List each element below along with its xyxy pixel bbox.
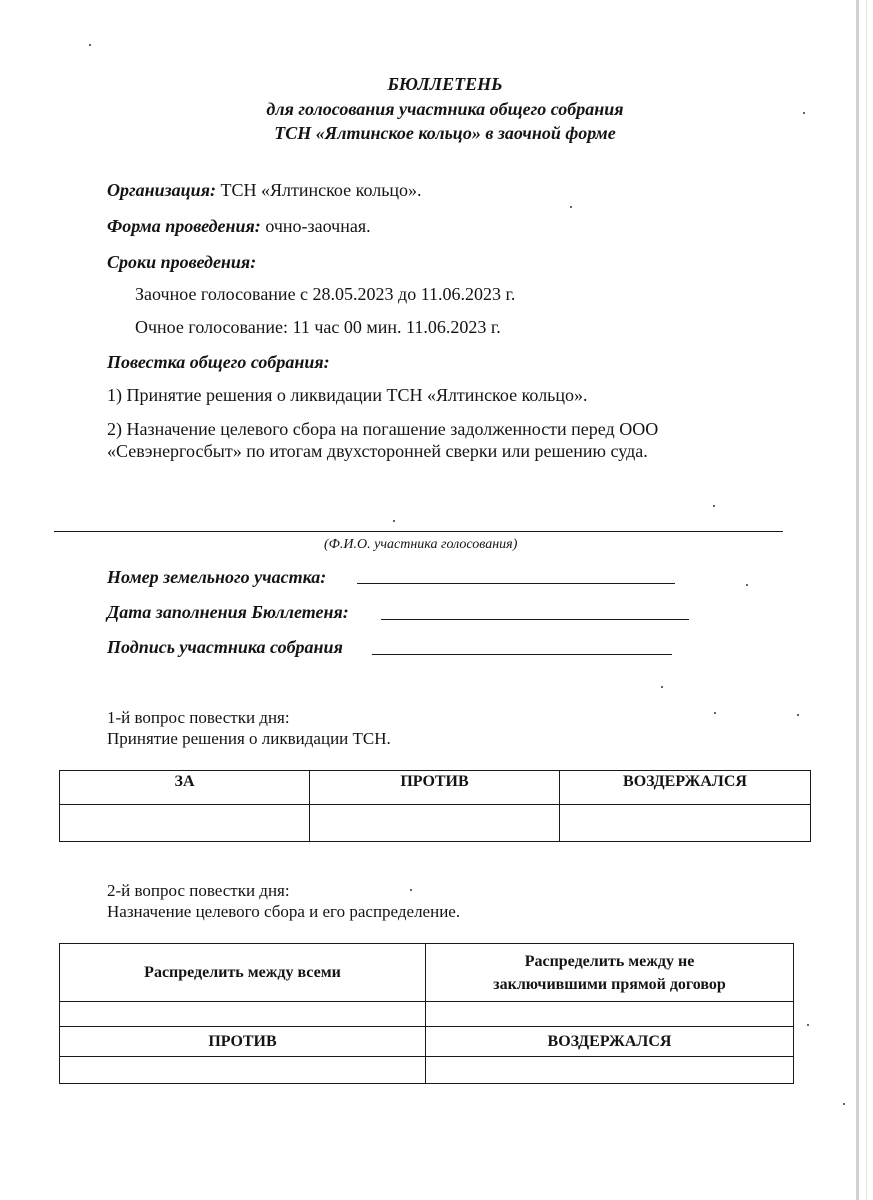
signature-field[interactable] xyxy=(372,654,672,655)
ballot-subtitle-1: для голосования участника общего собрания xyxy=(266,99,624,119)
scan-speck xyxy=(807,1024,809,1026)
scan-speck xyxy=(661,686,663,688)
option-against-header: ПРОТИВ xyxy=(310,771,560,805)
question-2-heading: 2-й вопрос повестки дня: xyxy=(107,881,290,900)
vote-for-cell[interactable] xyxy=(60,805,310,842)
option-distribute-all-header: Распределить между всеми xyxy=(60,944,426,1002)
question-1-table xyxy=(59,770,811,842)
fill-date-field[interactable] xyxy=(381,619,689,620)
agenda-label: Повестка общего собрания: xyxy=(107,352,330,372)
organization-value: ТСН «Ялтинское кольцо». xyxy=(215,180,422,200)
scan-speck xyxy=(803,112,805,114)
scan-edge xyxy=(856,0,859,1200)
vote-against-cell[interactable] xyxy=(310,805,560,842)
participant-name-caption: (Ф.И.О. участника голосования) xyxy=(324,537,518,552)
question-2-text: Назначение целевого сбора и его распределение. xyxy=(107,902,461,921)
option-distribute-some-line-2: заключившими прямой договор xyxy=(493,975,726,993)
question-1-text: Принятие решения о ликвидации ТСН. xyxy=(107,729,391,748)
option-abstain-header-2: ВОЗДЕРЖАЛСЯ xyxy=(426,1027,794,1057)
organization-label: Организация: xyxy=(107,180,216,200)
form-line xyxy=(107,216,371,237)
scan-speck xyxy=(393,520,395,522)
fill-date-label: Дата заполнения Бюллетеня: xyxy=(107,602,349,622)
ballot-subtitle-2: ТСН «Ялтинское кольцо» в заочной форме xyxy=(274,123,616,143)
organization-line xyxy=(107,180,422,201)
option-distribute-some-line-1: Распределить между не xyxy=(524,952,695,970)
vote-abstain-cell[interactable] xyxy=(560,805,811,842)
vote-distribute-some-cell[interactable] xyxy=(426,1002,794,1027)
term-correspondence: Заочное голосование с 28.05.2023 до 11.06.2023 г. xyxy=(135,284,516,304)
scan-speck xyxy=(89,44,91,46)
scan-speck xyxy=(843,1103,845,1105)
scan-speck xyxy=(714,712,716,714)
option-distribute-some-header xyxy=(426,944,794,1002)
participant-name-field[interactable] xyxy=(54,531,783,532)
terms-label: Сроки проведения: xyxy=(107,252,257,272)
vote-against-cell-2[interactable] xyxy=(60,1057,426,1084)
plot-number-label: Номер земельного участка: xyxy=(107,567,327,587)
option-against-header-2: ПРОТИВ xyxy=(60,1027,426,1057)
scan-edge-inner xyxy=(866,0,867,1200)
signature-label: Подпись участника собрания xyxy=(107,637,343,657)
scan-speck xyxy=(713,505,715,507)
vote-distribute-all-cell[interactable] xyxy=(60,1002,426,1027)
question-1-heading: 1-й вопрос повестки дня: xyxy=(107,708,290,727)
plot-number-field[interactable] xyxy=(357,583,675,584)
ballot-title: БЮЛЛЕТЕНЬ xyxy=(387,74,503,94)
scan-speck xyxy=(797,714,799,716)
scan-speck xyxy=(746,584,748,586)
option-abstain-header: ВОЗДЕРЖАЛСЯ xyxy=(560,771,811,805)
question-2-table xyxy=(59,943,794,1084)
form-value: очно-заочная. xyxy=(260,216,371,236)
form-label: Форма проведения: xyxy=(107,216,261,236)
agenda-item-1: 1) Принятие решения о ликвидации ТСН «Ялтинское кольцо». xyxy=(107,385,588,405)
scan-speck xyxy=(570,206,572,208)
term-in-person: Очное голосование: 11 час 00 мин. 11.06.2023 г. xyxy=(135,317,501,337)
agenda-item-2-line-2: «Севэнергосбыт» по итогам двухсторонней сверки или решению суда. xyxy=(107,441,648,461)
agenda-item-2-line-1: 2) Назначение целевого сбора на погашение задолженности перед ООО xyxy=(107,419,659,439)
scan-speck xyxy=(410,889,412,891)
option-for-header: ЗА xyxy=(60,771,310,805)
vote-abstain-cell-2[interactable] xyxy=(426,1057,794,1084)
